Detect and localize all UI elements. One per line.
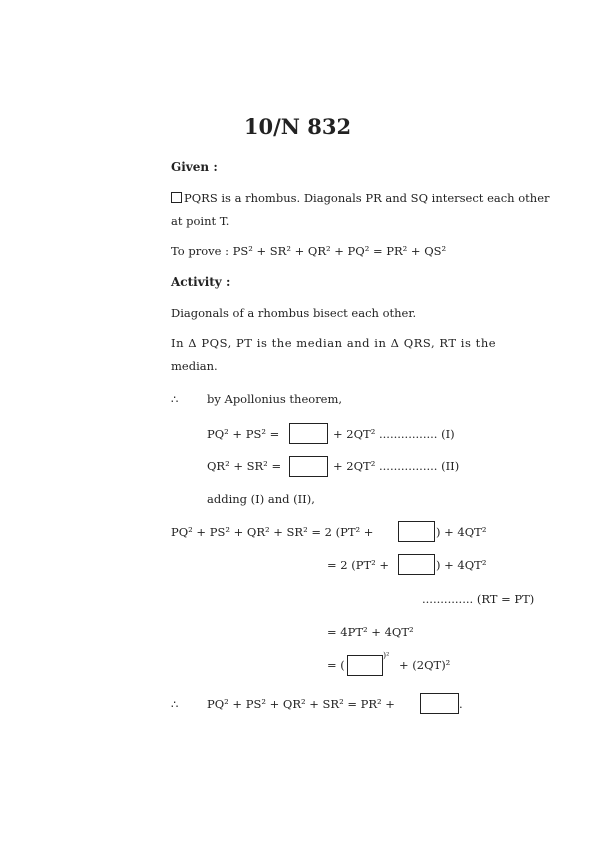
eq1-rhs: + 2QT² ................ (I) — [333, 427, 455, 441]
given-line-2: at point T. — [171, 214, 230, 228]
therefore-symbol: ∴ — [171, 392, 179, 406]
answer-box-5[interactable] — [347, 655, 383, 676]
eq4-rhs: ) + 4QT² — [436, 558, 487, 572]
eq2-lhs: QR² + SR² = — [207, 459, 282, 473]
eq3-rhs: ) + 4QT² — [436, 525, 487, 539]
eq6-rhs: + (2QT)² — [399, 658, 451, 672]
rhombus-fact: Diagonals of a rhombus bisect each other. — [171, 306, 417, 320]
activity-heading: Activity : — [171, 275, 231, 289]
eq4-lhs: = 2 (PT² + — [327, 558, 390, 572]
answer-box-2[interactable] — [289, 456, 328, 477]
eq6-lhs: = ( — [327, 658, 345, 672]
adding-text: adding (I) and (II), — [207, 492, 315, 506]
to-prove: To prove : PS² + SR² + QR² + PQ² = PR² + QS² — [171, 244, 447, 258]
answer-box-6[interactable] — [420, 693, 459, 714]
final-period: . — [459, 697, 463, 711]
eq1-lhs: PQ² + PS² = — [207, 427, 280, 441]
apollonius-text: by Apollonius theorem, — [207, 392, 343, 406]
eq2-rhs: + 2QT² ................ (II) — [333, 459, 460, 473]
given-text-1: PQRS is a rhombus. Diagonals PR and SQ intersect each other — [184, 191, 550, 205]
final-lhs: PQ² + PS² + QR² + SR² = PR² + — [207, 697, 395, 711]
answer-box-1[interactable] — [289, 423, 328, 444]
eq6-exponent: )² — [383, 651, 390, 660]
median-line-2: median. — [171, 359, 218, 373]
eq4-note: .............. (RT = PT) — [422, 592, 535, 606]
page-code: 10/N 832 — [243, 114, 352, 139]
therefore-symbol-2: ∴ — [171, 697, 179, 711]
given-heading: Given : — [171, 160, 218, 174]
eq3-lhs: PQ² + PS² + QR² + SR² = 2 (PT² + — [171, 525, 374, 539]
answer-box-3[interactable] — [398, 521, 435, 542]
given-line-1 — [171, 191, 550, 205]
eq5: = 4PT² + 4QT² — [327, 625, 414, 639]
median-line-1: In Δ PQS, PT is the median and in Δ QRS, RT is the — [171, 336, 497, 350]
quadrilateral-symbol-icon — [171, 192, 182, 203]
answer-box-4[interactable] — [398, 554, 435, 575]
